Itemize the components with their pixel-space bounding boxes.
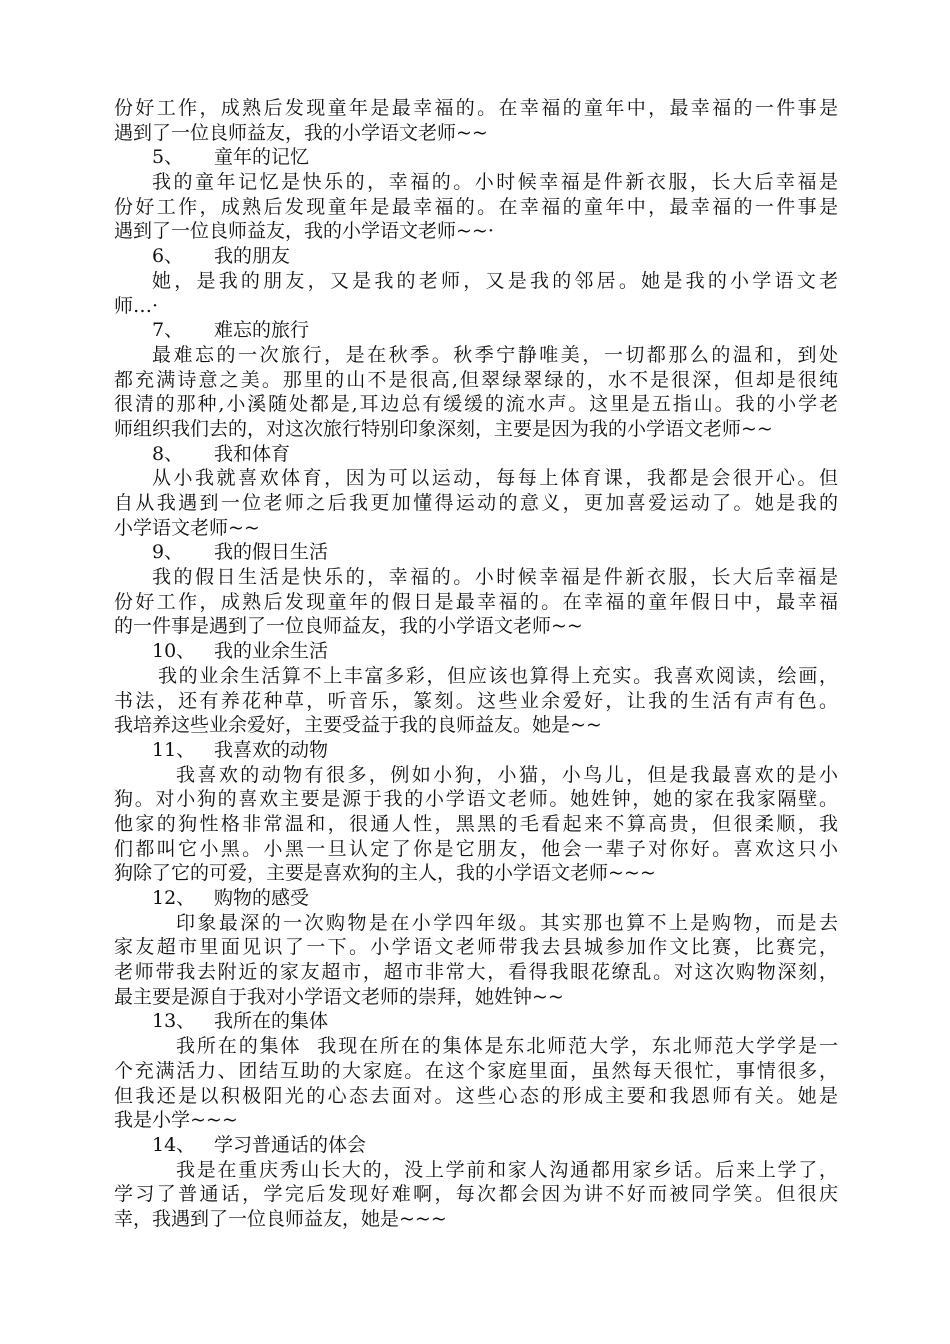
- paragraph-line: 我的业余生活算不上丰富多彩，但应该也算得上充实。我喜欢阅读，绘画，: [158, 664, 838, 687]
- section-number: 5、: [152, 146, 184, 169]
- paragraph-line: 我所在的集体 我现在所在的集体是东北师范大学，东北师范大学学是一: [176, 1035, 838, 1058]
- section-heading: [114, 639, 838, 664]
- section-number: 6、: [152, 245, 184, 268]
- section-number: 9、: [152, 541, 184, 564]
- section-title: 我喜欢的动物: [214, 738, 329, 761]
- section-number: 8、: [152, 442, 184, 465]
- section-title: 我和体育: [214, 442, 291, 465]
- paragraph-line: 很清的那种,小溪随处都是,耳边总有缓缓的流水声。这里是五指山。我的小学老: [114, 393, 838, 416]
- section-heading: [114, 1133, 838, 1158]
- section-title: 我的假日生活: [214, 541, 329, 564]
- paragraph-line: 狗除了它的可爱，主要是喜欢狗的主人，我的小学语文老师~~~: [114, 862, 656, 885]
- paragraph-line: 都充满诗意之美。那里的山不是很高,但翠绿翠绿的，水不是很深，但却是很纯: [114, 368, 838, 391]
- paragraph-line: 书法，还有养花种草，听音乐，篆刻。这些业余爱好，让我的生活有声有色。: [114, 689, 838, 712]
- section-number: 11、: [152, 738, 196, 761]
- section-number: 12、: [152, 887, 196, 909]
- paragraph-line: 她，是我的朋友，又是我的老师，又是我的邻居。她是我的小学语文老: [152, 269, 838, 292]
- paragraph-line: 学习了普通话，学完后发现好难啊，每次都会因为讲不好而被同学笑。但很庆: [114, 1183, 838, 1206]
- paragraph-line: 自从我遇到一位老师之后我更加懂得运动的意义，更加喜爱运动了。她是我的: [114, 492, 838, 514]
- paragraph-line: 我的假日生活是快乐的，幸福的。小时候幸福是件新衣服，长大后幸福是: [152, 566, 838, 589]
- paragraph-line: 份好工作，成熟后发现童年的假日是最幸福的。在幸福的童年假日中，最幸福: [114, 590, 838, 613]
- paragraph-line: 家友超市里面见识了一下。小学语文老师带我去县城参加作文比赛，比赛完，: [114, 936, 838, 959]
- section-heading: [114, 886, 838, 911]
- section-number: 10、: [152, 640, 196, 663]
- paragraph-line: 师…·: [114, 294, 159, 317]
- intro-line: 遇到了一位良师益友，我的小学语文老师~~: [114, 121, 488, 144]
- paragraph-line: 从小我就喜欢体育，因为可以运动，每每上体育课，我都是会很开心。但: [152, 467, 838, 490]
- paragraph-line: 狗。对小狗的喜欢主要是源于我的小学语文老师。她姓钟，她的家在我家隔壁。: [114, 788, 838, 811]
- paragraph-line: 老师带我去附近的家友超市，超市非常大，看得我眼花缭乱。对这次购物深刻，: [114, 961, 838, 984]
- paragraph-line: 但我还是以积极阳光的心态去面对。这些心态的形成主要和我恩师有关。她是: [114, 1084, 838, 1107]
- paragraph-line: 我培养这些业余爱好，主要受益于我的良师益友。她是~~: [114, 714, 602, 737]
- paragraph-line: 的一件事是遇到了一位良师益友，我的小学语文老师~~: [114, 615, 583, 638]
- paragraph-line: 他家的狗性格非常温和，很通人性，黑黑的毛看起来不算高贵，但很柔顺，我: [114, 812, 838, 835]
- paragraph-line: 们都叫它小黑。小黑一旦认定了你是它朋友，他会一辈子对你好。喜欢这只小: [114, 837, 838, 860]
- paragraph-line: 个充满活力、团结互助的大家庭。在这个家庭里面，虽然每天很忙，事情很多，: [114, 1059, 838, 1082]
- section-title: 我所在的集体: [214, 1010, 329, 1033]
- section-title: 购物的感受: [214, 887, 310, 909]
- paragraph-line: 最主要是源自于我对小学语文老师的崇拜，她姓钟~~: [114, 985, 564, 1008]
- section-title: 我的朋友: [214, 245, 291, 268]
- paragraph-line: 最难忘的一次旅行，是在秋季。秋季宁静唯美，一切都那么的温和，到处: [152, 343, 838, 366]
- paragraph-line: 印象最深的一次购物是在小学四年级。其实那也算不上是购物，而是去: [176, 911, 838, 934]
- section-heading: [114, 244, 838, 269]
- section-heading: [114, 145, 838, 170]
- paragraph-line: 我喜欢的动物有很多，例如小狗，小猫，小鸟儿，但是我最喜欢的是小: [176, 763, 838, 786]
- paragraph-line: 我的童年记忆是快乐的，幸福的。小时候幸福是件新衣服，长大后幸福是: [152, 171, 838, 194]
- section-number: 14、: [152, 1133, 196, 1156]
- section-heading: [114, 540, 838, 565]
- section-number: 13、: [152, 1010, 196, 1033]
- section-heading: [114, 1009, 838, 1034]
- paragraph-line: 我是在重庆秀山长大的，没上学前和家人沟通都用家乡话。后来上学了，: [176, 1158, 838, 1181]
- paragraph-line: 遇到了一位良师益友，我的小学语文老师~~·: [114, 220, 494, 243]
- paragraph-line: 幸，我遇到了一位良师益友，她是~~~: [114, 1207, 447, 1230]
- section-title: 童年的记忆: [214, 146, 310, 169]
- section-title: 我的业余生活: [214, 640, 329, 663]
- section-heading: [114, 318, 838, 343]
- section-title: 学习普通话的体会: [214, 1133, 367, 1156]
- paragraph-line: 小学语文老师~~: [114, 516, 260, 539]
- paragraph-line: 师组织我们去的，对这次旅行特别印象深刻，主要是因为我的小学语文老师~~: [114, 417, 773, 440]
- paragraph-line: 份好工作，成熟后发现童年是最幸福的。在幸福的童年中，最幸福的一件事是: [114, 195, 838, 218]
- section-heading: [114, 738, 838, 763]
- paragraph-line: 我是小学~~~: [114, 1109, 238, 1132]
- section-heading: [114, 442, 838, 467]
- document-page: [114, 96, 838, 1232]
- intro-line: 份好工作，成熟后发现童年是最幸福的。在幸福的童年中，最幸福的一件事是: [114, 97, 838, 119]
- section-title: 难忘的旅行: [214, 319, 310, 342]
- section-number: 7、: [152, 319, 184, 342]
